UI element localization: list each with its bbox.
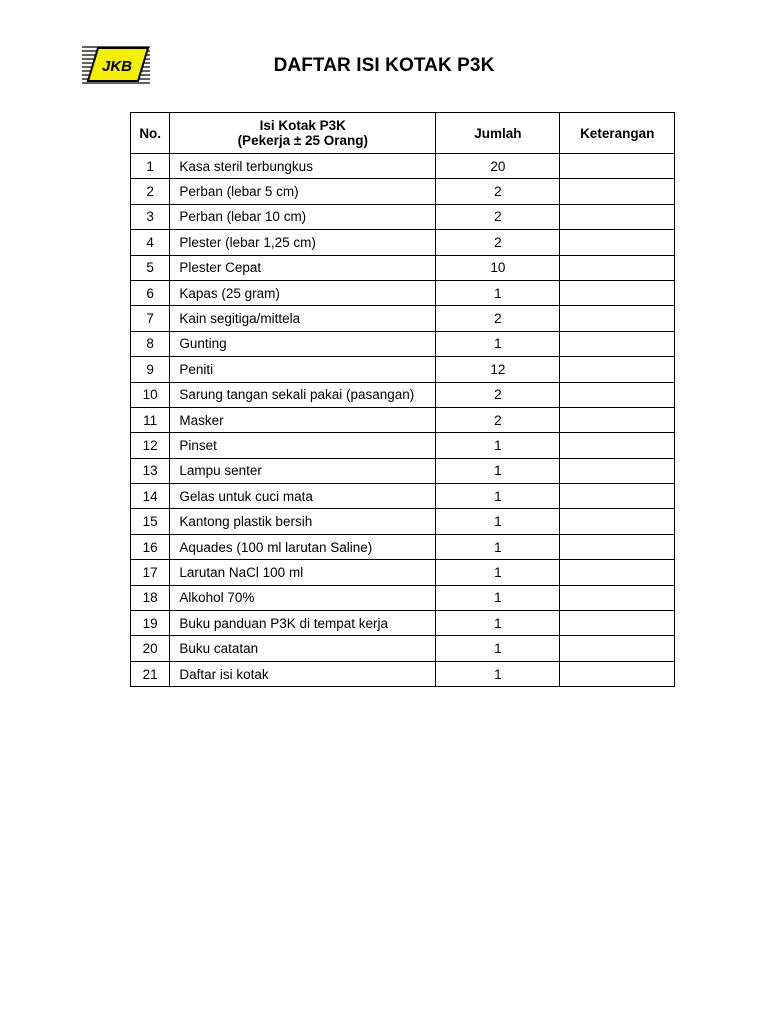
row-number: 18 — [131, 585, 170, 610]
row-note — [560, 306, 675, 331]
table-row — [131, 230, 675, 255]
row-quantity: 1 — [436, 585, 560, 610]
row-number: 21 — [131, 661, 170, 686]
row-number: 14 — [131, 484, 170, 509]
logo-text: JKB — [101, 58, 133, 75]
table-body — [131, 154, 675, 687]
table-row — [131, 560, 675, 585]
row-number: 11 — [131, 407, 170, 432]
table-row — [131, 154, 675, 179]
table-row — [131, 509, 675, 534]
row-note — [560, 331, 675, 356]
row-note — [560, 509, 675, 534]
table-row — [131, 357, 675, 382]
row-number: 17 — [131, 560, 170, 585]
row-item: Kain segitiga/mittela — [170, 306, 436, 331]
row-number: 3 — [131, 204, 170, 229]
row-note — [560, 407, 675, 432]
row-quantity: 2 — [436, 306, 560, 331]
table-row — [131, 306, 675, 331]
row-number: 13 — [131, 458, 170, 483]
row-note — [560, 357, 675, 382]
row-quantity: 1 — [436, 458, 560, 483]
row-number: 4 — [131, 230, 170, 255]
row-number: 7 — [131, 306, 170, 331]
table-row — [131, 585, 675, 610]
column-header-no: No. — [131, 113, 170, 154]
row-item: Plester (lebar 1,25 cm) — [170, 230, 436, 255]
row-item: Gelas untuk cuci mata — [170, 484, 436, 509]
row-quantity: 2 — [436, 179, 560, 204]
column-header-item-line2: (Pekerja ± 25 Orang) — [237, 133, 369, 148]
row-quantity: 10 — [436, 255, 560, 280]
row-quantity: 1 — [436, 331, 560, 356]
table-row — [131, 661, 675, 686]
row-number: 8 — [131, 331, 170, 356]
row-item: Pinset — [170, 433, 436, 458]
row-note — [560, 611, 675, 636]
row-quantity: 1 — [436, 636, 560, 661]
row-item: Daftar isi kotak — [170, 661, 436, 686]
row-number: 19 — [131, 611, 170, 636]
row-quantity: 1 — [436, 280, 560, 305]
row-quantity: 1 — [436, 534, 560, 559]
row-item: Aquades (100 ml larutan Saline) — [170, 534, 436, 559]
row-item: Lampu senter — [170, 458, 436, 483]
row-item: Peniti — [170, 357, 436, 382]
row-item: Buku panduan P3K di tempat kerja — [170, 611, 436, 636]
first-aid-table — [130, 112, 675, 687]
row-quantity: 1 — [436, 433, 560, 458]
row-item: Sarung tangan sekali pakai (pasangan) — [170, 382, 436, 407]
row-quantity: 2 — [436, 407, 560, 432]
row-note — [560, 585, 675, 610]
row-quantity: 1 — [436, 484, 560, 509]
row-note — [560, 230, 675, 255]
table-row — [131, 382, 675, 407]
column-header-qty: Jumlah — [436, 113, 560, 154]
row-note — [560, 179, 675, 204]
row-number: 16 — [131, 534, 170, 559]
table-row — [131, 611, 675, 636]
row-number: 12 — [131, 433, 170, 458]
table-row — [131, 255, 675, 280]
row-note — [560, 560, 675, 585]
table-row — [131, 458, 675, 483]
row-number: 20 — [131, 636, 170, 661]
row-note — [560, 280, 675, 305]
row-number: 9 — [131, 357, 170, 382]
row-item: Kasa steril terbungkus — [170, 154, 436, 179]
row-number: 6 — [131, 280, 170, 305]
column-header-item — [170, 113, 436, 154]
row-quantity: 2 — [436, 204, 560, 229]
row-quantity: 2 — [436, 230, 560, 255]
row-item: Alkohol 70% — [170, 585, 436, 610]
row-note — [560, 433, 675, 458]
row-item: Kapas (25 gram) — [170, 280, 436, 305]
column-header-note: Keterangan — [560, 113, 675, 154]
row-note — [560, 154, 675, 179]
row-item: Larutan NaCl 100 ml — [170, 560, 436, 585]
table-row — [131, 636, 675, 661]
column-header-item-line1: Isi Kotak P3K — [259, 118, 346, 133]
row-number: 10 — [131, 382, 170, 407]
row-quantity: 12 — [436, 357, 560, 382]
row-item: Masker — [170, 407, 436, 432]
row-note — [560, 534, 675, 559]
row-number: 5 — [131, 255, 170, 280]
row-note — [560, 636, 675, 661]
table-row — [131, 280, 675, 305]
table-row — [131, 331, 675, 356]
page-title: DAFTAR ISI KOTAK P3K — [273, 55, 495, 76]
row-note — [560, 255, 675, 280]
row-quantity: 1 — [436, 661, 560, 686]
row-note — [560, 661, 675, 686]
row-item: Plester Cepat — [170, 255, 436, 280]
row-number: 1 — [131, 154, 170, 179]
row-note — [560, 458, 675, 483]
row-quantity: 1 — [436, 509, 560, 534]
table-row — [131, 179, 675, 204]
row-note — [560, 484, 675, 509]
row-item: Buku catatan — [170, 636, 436, 661]
table-row — [131, 433, 675, 458]
row-note — [560, 382, 675, 407]
row-quantity: 1 — [436, 560, 560, 585]
table-header-row — [131, 113, 675, 154]
row-item: Kantong plastik bersih — [170, 509, 436, 534]
row-number: 15 — [131, 509, 170, 534]
row-item: Perban (lebar 10 cm) — [170, 204, 436, 229]
table-row — [131, 484, 675, 509]
row-quantity: 1 — [436, 611, 560, 636]
row-quantity: 2 — [436, 382, 560, 407]
row-item: Perban (lebar 5 cm) — [170, 179, 436, 204]
table-row — [131, 534, 675, 559]
row-item: Gunting — [170, 331, 436, 356]
row-number: 2 — [131, 179, 170, 204]
table-row — [131, 204, 675, 229]
table-row — [131, 407, 675, 432]
row-note — [560, 204, 675, 229]
row-quantity: 20 — [436, 154, 560, 179]
